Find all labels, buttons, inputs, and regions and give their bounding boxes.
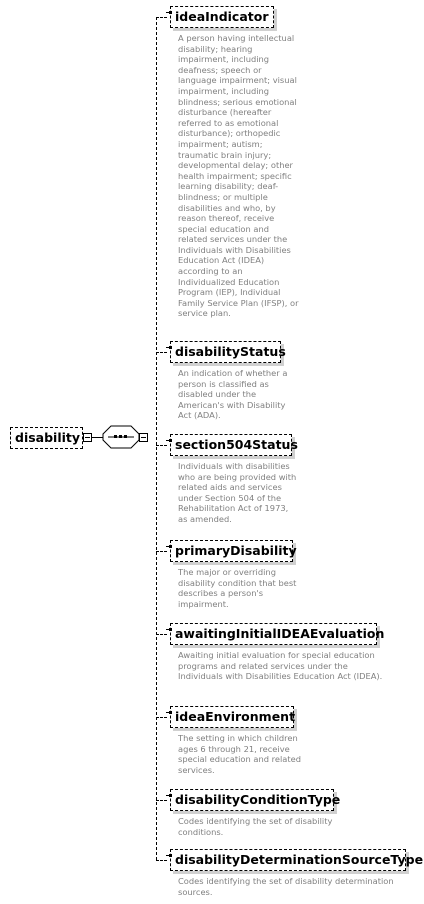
element-description: Awaiting initial evaluation for special education programs and related services under the Individuals with Disabilities Education Act (IDEA). xyxy=(178,650,383,682)
element-name: ideaIndicator xyxy=(175,9,269,24)
compositor-collapse-toggle[interactable] xyxy=(139,433,148,442)
root-element-box[interactable] xyxy=(10,427,83,449)
child-connector xyxy=(156,352,167,353)
element-tick xyxy=(166,12,171,13)
child-connector xyxy=(156,17,167,18)
element-name: disabilityStatus xyxy=(175,344,286,359)
children-trunk-line xyxy=(156,17,157,860)
element-tick xyxy=(166,347,171,348)
element-description: Codes identifying the set of disability determination sources. xyxy=(178,876,394,897)
element-description: An indication of whether a person is classified as disabled under the American's with Disability Act (ADA). xyxy=(178,368,288,421)
element-box[interactable] xyxy=(170,6,274,28)
element-name: disabilityConditionType xyxy=(175,792,341,807)
element-tick xyxy=(166,795,171,796)
sequence-icon[interactable] xyxy=(102,425,140,449)
child-connector xyxy=(156,634,167,635)
element-box[interactable] xyxy=(170,540,297,562)
root-collapse-toggle[interactable] xyxy=(83,433,92,442)
element-tick xyxy=(166,629,171,630)
element-description: The major or overriding disability condition that best describes a person's impairment. xyxy=(178,567,297,609)
child-connector xyxy=(156,445,167,446)
child-connector xyxy=(156,717,167,718)
element-name: primaryDisability xyxy=(175,543,297,558)
element-description: Codes identifying the set of disability conditions. xyxy=(178,816,333,837)
child-connector xyxy=(156,860,167,861)
element-description: Individuals with disabilities who are being provided with related aids and services under Section 504 of the Rehabilitation Act of 1973, as amended. xyxy=(178,461,297,524)
element-box[interactable] xyxy=(170,849,424,871)
element-box[interactable] xyxy=(170,789,341,811)
element-tick xyxy=(166,855,171,856)
element-description: The setting in which children ages 6 through 21, receive special education and related services. xyxy=(178,733,301,775)
child-connector xyxy=(156,800,167,801)
element-tick xyxy=(166,712,171,713)
element-description: A person having intellectual disability; hearing impairment, including deafness; speech or language impairment; visual impairment, including blindness; serious emotional disturbance (hereafter referred to as emotional disturbance); orthopedic impairment; autism; traumatic brain injury; developmental delay; other health impairment; specific learning disability; deaf-blindness; or multiple disabilities and who, by reason thereof, receive special education and related services under the Individuals with Disabilities Education Act (IDEA) according to an Individualized Education Program (IEP), Individual Family Service Plan (IFSP), or service plan. xyxy=(178,33,299,319)
element-name: disabilityDeterminationSourceType xyxy=(175,852,424,867)
element-box[interactable] xyxy=(170,623,385,645)
element-box[interactable] xyxy=(170,706,294,728)
element-box[interactable] xyxy=(170,341,286,363)
root-element-name: disability xyxy=(15,430,81,445)
element-tick xyxy=(166,440,171,441)
child-connector xyxy=(156,551,167,552)
element-box[interactable] xyxy=(170,434,298,456)
element-name: awaitingInitialIDEAEvaluation xyxy=(175,626,385,641)
element-name: ideaEnvironment xyxy=(175,709,296,724)
element-tick xyxy=(166,546,171,547)
element-name: section504Status xyxy=(175,437,298,452)
